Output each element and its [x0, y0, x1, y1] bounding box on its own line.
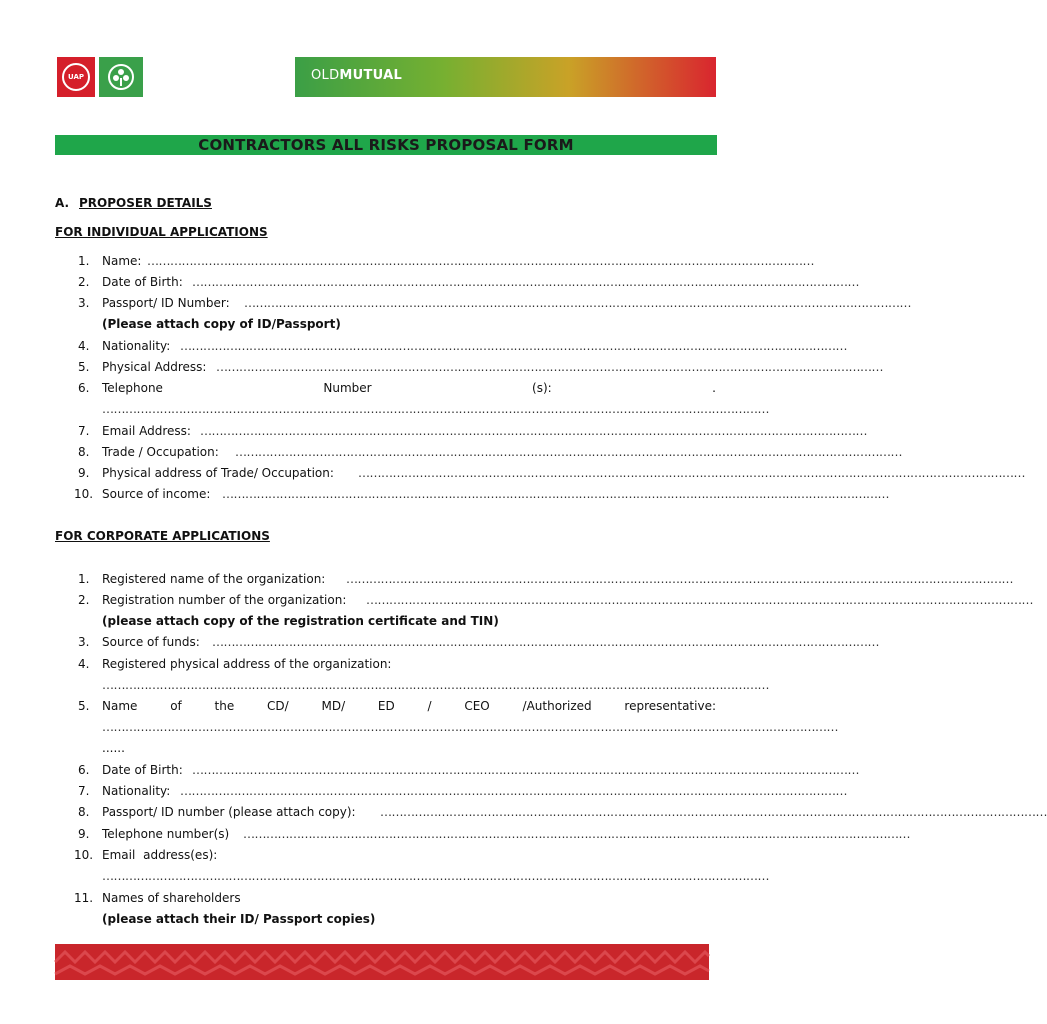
ind-label-income: Source of income:	[102, 487, 211, 501]
corp-num-1: 1.	[78, 572, 90, 586]
ind-num-6: 6.	[78, 381, 90, 395]
ind-field-trade-address[interactable]: …………………………………………………………………………………………………………………………………………………………	[358, 466, 1025, 480]
corp-label-address: Registered physical address of the organization:	[102, 657, 392, 671]
corp-num-4: 4.	[78, 657, 90, 671]
individual-heading: FOR INDIVIDUAL APPLICATIONS	[55, 225, 268, 239]
corp-field-nationality[interactable]: …………………………………………………………………………………………………………………………………………………………	[180, 784, 847, 798]
corp-label-representative: Name of the CD/ MD/ ED / CEO /Authorized representative:	[102, 699, 716, 713]
ind-label-dob: Date of Birth:	[102, 275, 183, 289]
form-title: CONTRACTORS ALL RISKS PROPOSAL FORM	[198, 136, 574, 154]
ind-num-8: 8.	[78, 445, 90, 459]
ind-field-passport[interactable]: …………………………………………………………………………………………………………………………………………………………	[244, 296, 911, 310]
corp-num-9: 9.	[78, 827, 90, 841]
ind-num-3: 3.	[78, 296, 90, 310]
corp-field-funds[interactable]: …………………………………………………………………………………………………………………………………………………………	[212, 635, 879, 649]
corp-field-address[interactable]: …………………………………………………………………………………………………………………………………………………………	[102, 678, 769, 692]
corp-field-representative[interactable]: …………………………………………………………………………………………………………………………………………………………………………	[102, 720, 838, 734]
corp-field-name[interactable]: …………………………………………………………………………………………………………………………………………………………	[346, 572, 1013, 586]
ind-num-4: 4.	[78, 339, 90, 353]
corp-label-email: Email address(es):	[102, 848, 218, 862]
ind-passport-note: (Please attach copy of ID/Passport)	[102, 317, 341, 331]
corporate-heading: FOR CORPORATE APPLICATIONS	[55, 529, 270, 543]
footer-pattern-band	[55, 944, 709, 980]
ind-label-name: Name:	[102, 254, 142, 268]
footer-zigzag-pattern	[55, 944, 709, 980]
corp-num-6: 6.	[78, 763, 90, 777]
form-title-bar	[55, 135, 717, 155]
uap-logo	[57, 57, 95, 97]
corp-label-shareholders: Names of shareholders	[102, 891, 241, 905]
corp-num-2: 2.	[78, 593, 90, 607]
section-heading: PROPOSER DETAILS	[79, 196, 212, 210]
ind-num-5: 5.	[78, 360, 90, 374]
corp-field-passport[interactable]: …………………………………………………………………………………………………………………………………………………………	[380, 805, 1047, 819]
ind-num-1: 1.	[78, 254, 90, 268]
corp-num-3: 3.	[78, 635, 90, 649]
ind-field-email[interactable]: …………………………………………………………………………………………………………………………………………………………	[200, 424, 867, 438]
ind-label-email: Email Address:	[102, 424, 191, 438]
ind-label-address: Physical Address:	[102, 360, 207, 374]
ind-label-passport: Passport/ ID Number:	[102, 296, 230, 310]
corp-label-funds: Source of funds:	[102, 635, 200, 649]
ind-field-nationality[interactable]: …………………………………………………………………………………………………………………………………………………………	[180, 339, 847, 353]
corp-label-telephone: Telephone number(s)	[102, 827, 230, 841]
ind-num-10: 10.	[74, 487, 94, 501]
corp-label-name: Registered name of the organization:	[102, 572, 326, 586]
corp-label-reg-number: Registration number of the organization:	[102, 593, 347, 607]
ind-label-telephone: Telephone Number (s): .	[102, 381, 716, 395]
corp-num-10: 10.	[74, 848, 94, 862]
ind-num-9: 9.	[78, 466, 90, 480]
ind-field-dob[interactable]: …………………………………………………………………………………………………………………………………………………………	[192, 275, 859, 289]
ind-num-2: 2.	[78, 275, 90, 289]
ind-field-name[interactable]: …………………………………………………………………………………………………………………………………………………………	[147, 254, 814, 268]
ind-field-telephone[interactable]: …………………………………………………………………………………………………………………………………………………………	[102, 402, 769, 416]
ind-field-address[interactable]: …………………………………………………………………………………………………………………………………………………………	[216, 360, 883, 374]
corp-field-telephone[interactable]: …………………………………………………………………………………………………………………………………………………………	[243, 827, 910, 841]
corp-label-passport: Passport/ ID number (please attach copy):	[102, 805, 356, 819]
ind-label-nationality: Nationality:	[102, 339, 171, 353]
corp-label-nationality: Nationality:	[102, 784, 171, 798]
corp-field-dob[interactable]: …………………………………………………………………………………………………………………………………………………………	[192, 763, 859, 777]
ind-label-trade-address: Physical address of Trade/ Occupation:	[102, 466, 334, 480]
corp-num-11: 11.	[74, 891, 94, 905]
corp-field-representative-cont: ......	[102, 741, 125, 755]
ind-num-7: 7.	[78, 424, 90, 438]
old-mutual-wordmark: OLDMUTUAL	[311, 68, 403, 83]
uap-logo-mark: UAP	[62, 63, 90, 91]
old-mutual-tree-icon	[99, 57, 143, 97]
corp-num-7: 7.	[78, 784, 90, 798]
corp-num-8: 8.	[78, 805, 90, 819]
old-mutual-brand-bar	[295, 57, 716, 97]
corp-field-email[interactable]: …………………………………………………………………………………………………………………………………………………………	[102, 869, 769, 883]
corp-label-dob: Date of Birth:	[102, 763, 183, 777]
corp-registration-note: (please attach copy of the registration certificate and TIN)	[102, 614, 499, 628]
corp-shareholders-note: (please attach their ID/ Passport copies)	[102, 912, 376, 926]
header-logos	[57, 57, 716, 97]
ind-label-trade: Trade / Occupation:	[102, 445, 219, 459]
ind-field-income[interactable]: …………………………………………………………………………………………………………………………………………………………	[222, 487, 889, 501]
ind-field-trade[interactable]: …………………………………………………………………………………………………………………………………………………………	[235, 445, 902, 459]
section-letter: A.	[55, 196, 70, 210]
corp-num-5: 5.	[78, 699, 90, 713]
corp-field-reg-number[interactable]: …………………………………………………………………………………………………………………………………………………………	[366, 593, 1033, 607]
